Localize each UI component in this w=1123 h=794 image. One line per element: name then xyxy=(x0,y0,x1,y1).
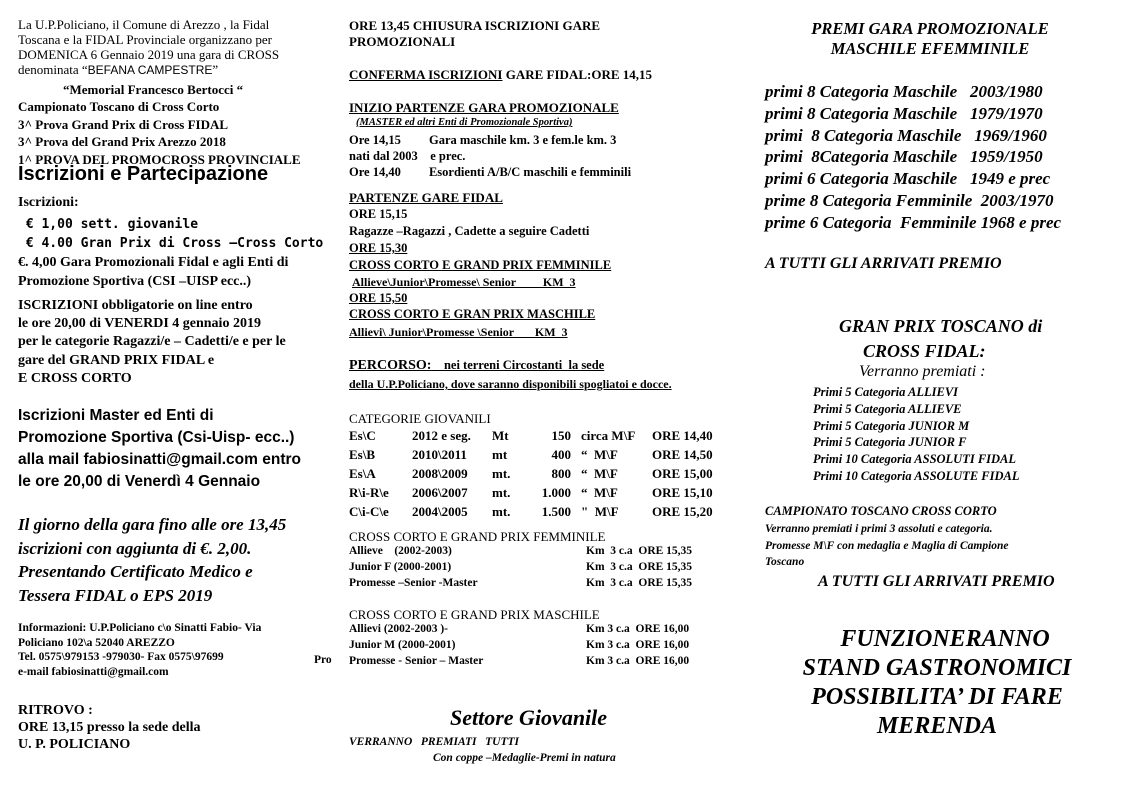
premi-title: PREMI GARA PROMOZIONALE MASCHILE EFEMMINILE xyxy=(811,19,1049,58)
premio-item: primi 8 Categoria Maschile 1979/1970 xyxy=(765,103,1043,123)
maschile-table-title: CROSS CORTO E GRAND PRIX MASCHILE xyxy=(349,607,600,622)
pro-fragment: Pro xyxy=(314,654,332,666)
table-cell: Km 3 c.a ORE 15,35 xyxy=(586,561,693,573)
table-cell: mt. xyxy=(492,504,511,519)
table-cell: Allieve (2002-2003) xyxy=(349,545,452,557)
section-heading: Iscrizioni e Partecipazione xyxy=(18,163,269,185)
event-item: 1^ PROVA DEL PROMOCROSS PROVINCIALE xyxy=(18,151,301,167)
femminile-table-title: CROSS CORTO E GRAND PRIX FEMMINILE xyxy=(349,529,606,544)
table-cell: “ M\F xyxy=(581,485,618,500)
contact-info: Informazioni: U.P.Policiano c\o Sinatti Fabio- Via Policiano 102\a 52040 AREZZO Tel. 0575\979153 -979030- Fax 0575\97699 e-mail fabiosinatti@gmail.com xyxy=(18,622,262,678)
table-row xyxy=(349,577,729,593)
table-cell: ORE 15,00 xyxy=(652,466,713,481)
table-cell: ORE 14,40 xyxy=(652,428,713,443)
premio-item: primi 8 Categoria Maschile 1969/1960 xyxy=(765,125,1047,145)
table-row xyxy=(349,545,729,561)
table-cell: C\i-C\e xyxy=(349,504,389,519)
table-cell: Km 3 c.a ORE 16,00 xyxy=(586,639,690,651)
premio-item: primi 6 Categoria Maschile 1949 e prec xyxy=(765,169,1051,189)
table-cell: ORE 15,20 xyxy=(652,504,713,519)
table-row xyxy=(349,504,729,523)
event-name: BEFANA CAMPESTRE xyxy=(87,63,213,77)
ore-1515: ORE 15,15 xyxy=(349,207,408,221)
premio-item: primi 8Categoria Maschile 1959/1950 xyxy=(765,147,1043,167)
ore-1530: ORE 15,30 xyxy=(349,241,408,255)
premio-item: primi 8 Categoria Maschile 2003/1980 xyxy=(765,82,1043,101)
events-list xyxy=(18,98,301,168)
table-cell: Mt xyxy=(492,428,509,443)
table-cell: 400 xyxy=(551,447,571,462)
table-cell: “ M\F xyxy=(581,447,618,462)
intro-line: Toscana e la FIDAL Provinciale organizzano per xyxy=(18,32,272,47)
stand-gastronomici: FUNZIONERANNO STAND GASTRONOMICI POSSIBILITA’ DI FARE MERENDA xyxy=(802,626,1072,739)
gran-prix-item: Primi 5 Categoria JUNIOR F xyxy=(813,435,967,450)
premi-list xyxy=(765,81,1061,234)
gran-prix-item: Primi 10 Categoria ASSOLUTE FIDAL xyxy=(813,468,1020,483)
table-cell: Es\A xyxy=(349,466,376,481)
gran-prix-item: Primi 5 Categoria ALLIEVE xyxy=(813,401,962,416)
percorso-line2: della U.P.Policiano, dove saranno disponibili spogliatoi e docce. xyxy=(349,377,672,391)
table-cell: ORE 14,50 xyxy=(652,447,713,462)
iscrizioni-label: Iscrizioni: xyxy=(18,195,79,210)
ritrovo: RITROVO : ORE 13,15 presso la sede della U. P. POLICIANO xyxy=(18,703,201,752)
table-cell: 2010\2011 xyxy=(412,447,467,462)
maschile-table xyxy=(349,623,729,671)
intro-paragraph xyxy=(18,17,279,78)
table-row xyxy=(349,447,729,466)
event-item: Campionato Toscano di Cross Corto xyxy=(18,99,220,114)
partenze-fidal: PARTENZE GARE FIDAL xyxy=(349,190,503,205)
table-row xyxy=(349,428,729,447)
table-cell: Km 3 c.a ORE 15,35 xyxy=(586,577,693,589)
tutti-arrivati-premio: A TUTTI GLI ARRIVATI PREMIO xyxy=(765,255,1002,272)
table-cell: Es\B xyxy=(349,447,376,462)
fees-list xyxy=(18,215,323,291)
intro-line: La U.P.Policiano, il Comune di Arezzo , la Fidal xyxy=(18,17,270,32)
table-cell: Km 3 c.a ORE 16,00 xyxy=(586,623,690,635)
categorie-giovanili-title: CATEGORIE GIOVANILI xyxy=(349,411,491,426)
event-item: 3^ Prova Grand Prix di Cross FIDAL xyxy=(18,116,229,132)
table-cell: 1.500 xyxy=(541,504,571,519)
percorso: PERCORSO: nei terreni Circostanti la sede xyxy=(349,358,605,373)
table-cell: Promesse –Senior -Master xyxy=(349,577,478,589)
table-cell: Es\C xyxy=(349,428,376,443)
gran-prix-item: Primi 5 Categoria JUNIOR M xyxy=(813,418,970,433)
table-cell: 1.000 xyxy=(541,485,571,500)
tutti-arrivati-premio-2: A TUTTI GLI ARRIVATI PREMIO xyxy=(818,573,1055,590)
inizio-partenze: INIZIO PARTENZE GARA PROMOZIONALE xyxy=(349,100,619,115)
cross-maschile-title: CROSS CORTO E GRAN PRIX MASCHILE xyxy=(349,307,596,321)
table-cell: Junior M (2000-2001) xyxy=(349,639,456,651)
table-cell: R\i-R\e xyxy=(349,485,389,500)
table-cell: mt xyxy=(492,447,508,462)
settore-giovanile-title: Settore Giovanile xyxy=(450,705,608,730)
race-day-registration: Il giorno della gara fino alle ore 13,45 iscrizioni con aggiunta di €. 2,00. Presentando Certificato Medico e Tessera FIDAL o EPS 2019 xyxy=(18,515,287,605)
fee-line: € 1,00 sett. giovanile xyxy=(25,217,199,232)
intro-line: denominata “BEFANA CAMPESTRE” xyxy=(18,62,219,77)
table-cell: ORE 15,10 xyxy=(652,485,713,500)
table-row xyxy=(349,561,729,577)
cross-femminile-title: CROSS CORTO E GRAND PRIX FEMMINILE xyxy=(349,258,612,272)
table-row xyxy=(349,639,729,655)
table-cell: 150 xyxy=(551,428,571,443)
intro-line: DOMENICA 6 Gennaio 2019 una gara di CROSS xyxy=(18,47,280,62)
table-row xyxy=(349,466,729,485)
online-registration: ISCRIZIONI obbligatorie on line entro le ore 20,00 di VENERDI 4 gennaio 2019 per le categorie Ragazzi/e – Cadetti/e e per le gare del GRAND PRIX FIDAL e E CROSS CORTO xyxy=(18,298,286,386)
table-cell: “ M\F xyxy=(581,466,618,481)
premi-note: Con coppe –Medaglie-Premi in natura xyxy=(433,752,616,764)
table-cell: 2004\2005 xyxy=(412,504,468,519)
table-cell: Promesse - Senior – Master xyxy=(349,655,484,667)
femminile-table xyxy=(349,545,729,593)
table-cell: circa M\F xyxy=(581,428,636,443)
gran-prix-item: Primi 5 Categoria ALLIEVI xyxy=(813,385,959,399)
promo-schedule: Ore 14,15 Gara maschile km. 3 e fem.le km. 3 nati dal 2003 e prec. Ore 14,40 Esordienti A/B/C maschili e femminili xyxy=(349,133,632,179)
inizio-subtitle: (MASTER ed altri Enti di Promozionale Sportiva) xyxy=(356,117,573,128)
premio-item: prime 6 Categoria Femminile 1968 e prec xyxy=(765,212,1062,232)
table-cell: 2006\2007 xyxy=(412,485,468,500)
table-cell: Junior F (2000-2001) xyxy=(349,561,452,573)
table-cell: 800 xyxy=(551,466,571,481)
ragazzi-line: Ragazze –Ragazzi , Cadette a seguire Cadetti xyxy=(349,224,590,238)
event-item: 3^ Prova del Grand Prix Arezzo 2018 xyxy=(18,134,226,149)
cross-femminile-categories: Allieve\Junior\Promesse\ Senior KM 3 xyxy=(352,275,576,289)
table-cell: Km 3 c.a ORE 16,00 xyxy=(586,655,690,667)
conferma-iscrizioni: CONFERMA ISCRIZIONI GARE FIDAL:ORE 14,15 xyxy=(349,67,653,82)
ore-1550: ORE 15,50 xyxy=(349,291,408,305)
verranno-premiati: VERRANNO PREMIATI TUTTI xyxy=(349,736,519,748)
table-cell: mt. xyxy=(492,466,511,481)
gran-prix-item: Primi 10 Categoria ASSOLUTI FIDAL xyxy=(813,452,1017,467)
table-cell: " M\F xyxy=(581,504,619,519)
premio-item: prime 8 Categoria Femminile 2003/1970 xyxy=(765,190,1054,210)
table-row xyxy=(349,623,729,639)
fee-line: €. 4,00 Gara Promozionali Fidal e agli Enti di xyxy=(18,255,289,270)
table-row xyxy=(349,655,729,671)
campionato-text: Verranno premiati i primi 3 assoluti e categoria. Promesse M\F con medaglia e Maglia di Campione Toscano xyxy=(765,523,1009,568)
gran-prix-list xyxy=(813,384,1020,485)
fee-line: € 4.00 Gran Prix di Cross –Cross Corto xyxy=(25,236,324,251)
categorie-table xyxy=(349,428,729,523)
gran-prix-verranno: Verranno premiati : xyxy=(859,363,986,380)
table-cell: Allievi (2002-2003 )- xyxy=(349,623,449,635)
master-registration: Iscrizioni Master ed Enti di Promozione Sportiva (Csi-Uisp- ecc..) alla mail fabiosinatti@gmail.com entro le ore 20,00 di Venerdì 4 Gennaio xyxy=(18,407,301,490)
table-cell: Km 3 c.a ORE 15,35 xyxy=(586,545,693,557)
cross-maschile-categories: Allievi\ Junior\Promesse \Senior KM 3 xyxy=(349,325,568,339)
fee-line: Promozione Sportiva (CSI –UISP ecc..) xyxy=(18,274,252,289)
table-cell: 2012 e seg. xyxy=(412,428,471,443)
table-cell: 2008\2009 xyxy=(412,466,468,481)
memorial-title: “Memorial Francesco Bertocci “ xyxy=(63,82,244,97)
campionato-title: CAMPIONATO TOSCANO CROSS CORTO xyxy=(765,504,997,518)
table-cell: mt. xyxy=(492,485,511,500)
chiusura-iscrizioni: ORE 13,45 CHIUSURA ISCRIZIONI GARE PROMOZIONALI xyxy=(349,18,601,49)
table-row xyxy=(349,485,729,504)
gran-prix-title: GRAN PRIX TOSCANO di CROSS FIDAL: xyxy=(839,316,1043,361)
